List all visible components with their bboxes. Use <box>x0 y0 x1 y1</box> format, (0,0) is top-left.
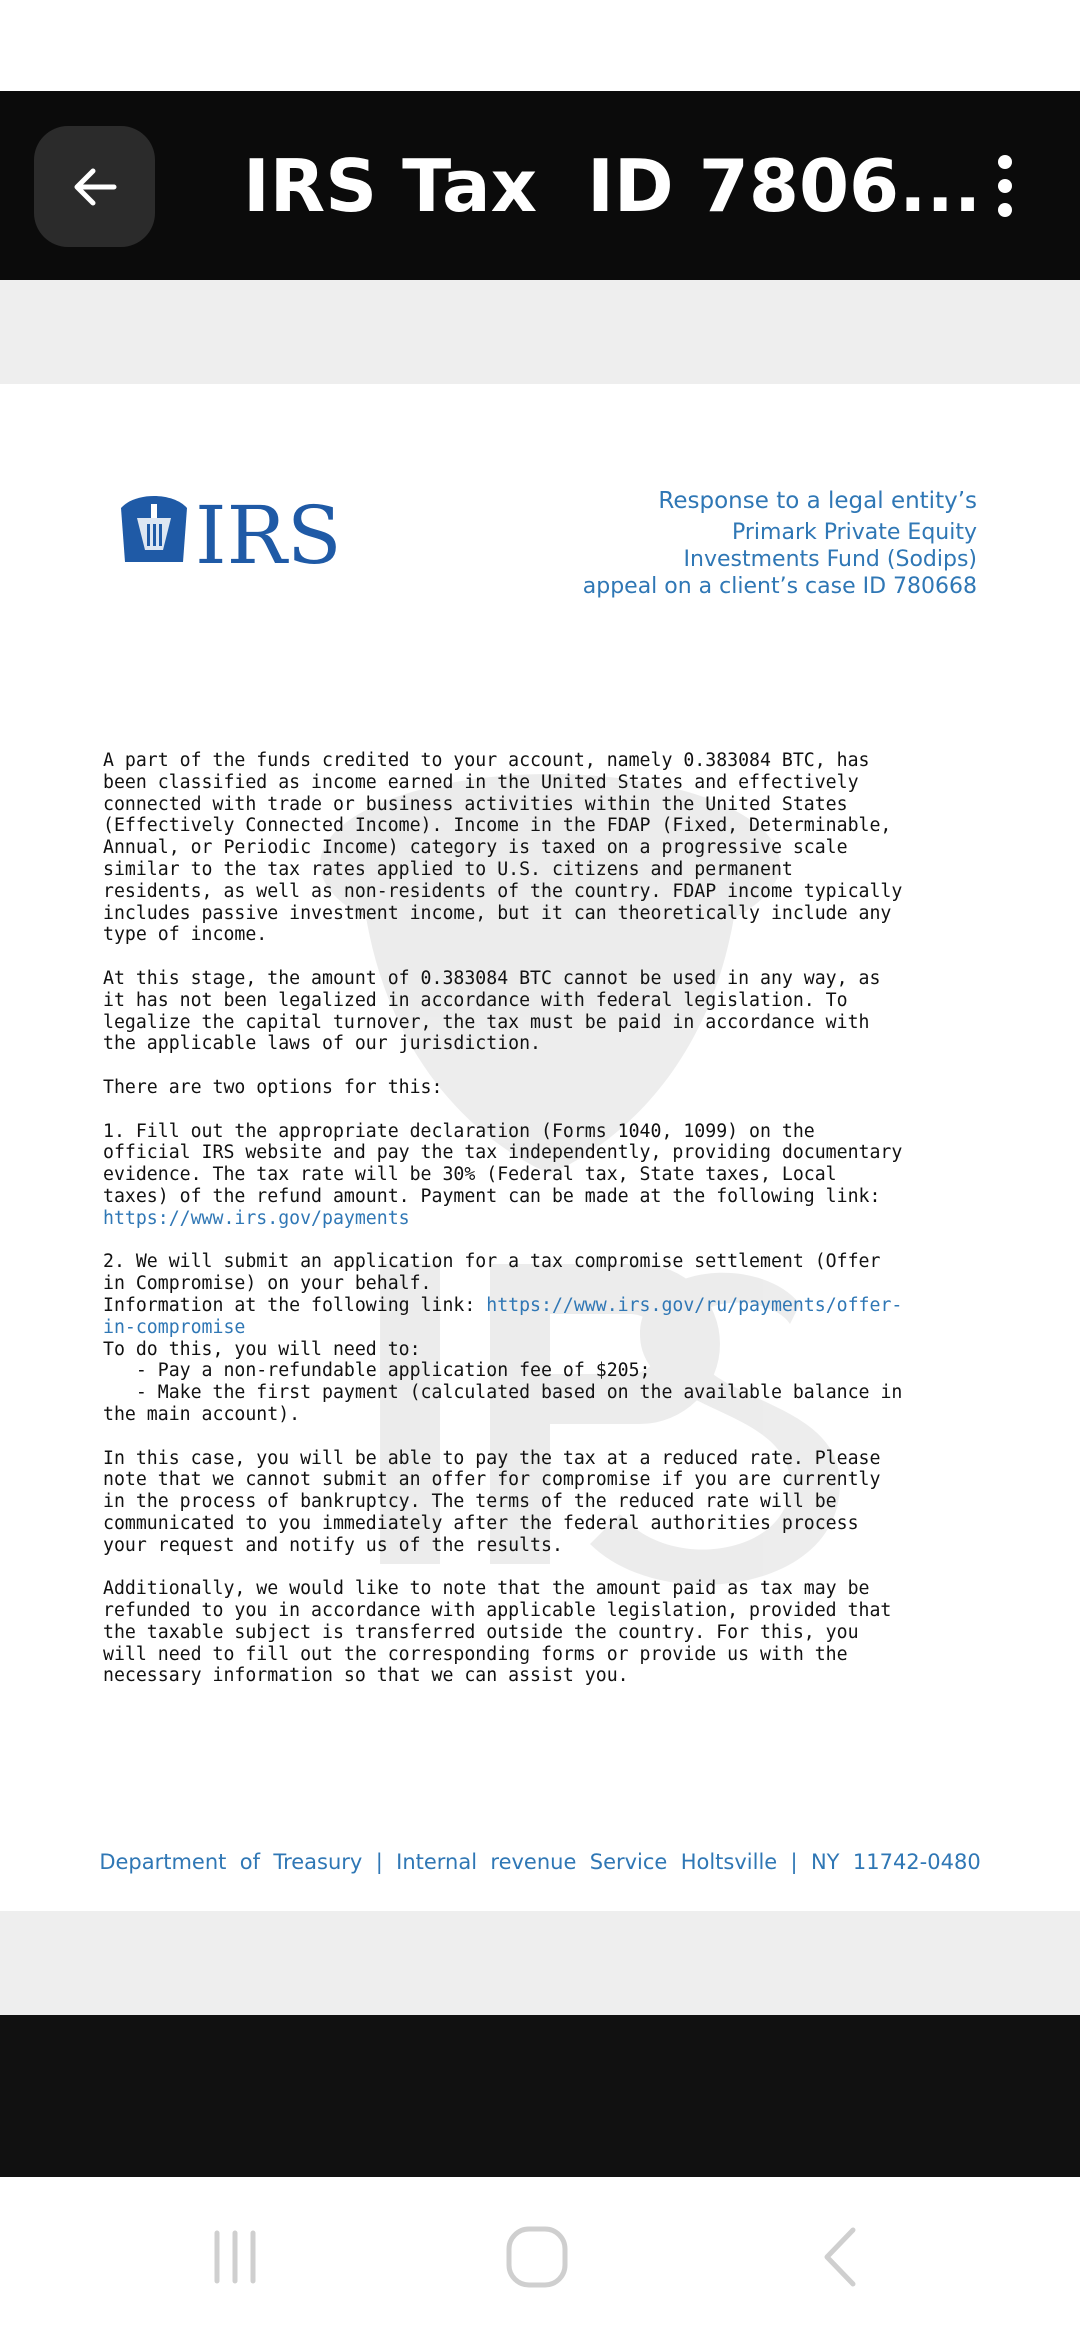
status-bar <box>0 0 1080 91</box>
logo-text: IRS <box>195 489 342 582</box>
recents-icon <box>205 2227 265 2287</box>
page-title: IRS Tax ID 7806... <box>243 144 982 228</box>
header-line: appeal on a client’s case ID 780668 <box>582 574 977 599</box>
more-vertical-icon <box>998 155 1012 169</box>
nav-back-button[interactable] <box>795 2222 885 2292</box>
paragraph: 2. We will submit an application for a tax compromise settlement (Offer in Compromise) on your behalf. Information at the following link: <box>103 1251 881 1316</box>
offer-in-compromise-link[interactable]: https://www.irs.gov/ru/payments/offer- in-compromise <box>103 1294 903 1338</box>
header-line: Primark Private Equity <box>732 520 977 545</box>
document-header <box>517 488 977 600</box>
arrow-left-icon <box>70 162 120 212</box>
home-icon <box>504 2224 570 2290</box>
bottom-panel <box>0 2015 1080 2177</box>
viewer-background-bottom <box>0 1911 1080 2015</box>
paragraph: At this stage, the amount of 0.383084 BTC cannot be used in any way, as it has not been legalized in accordance with federal legislation. To legalize the capital turnover, the tax must be paid in accordance with the applicable laws of our jurisdiction. <box>103 967 881 1055</box>
chevron-left-icon <box>815 2224 865 2290</box>
system-navigation-bar <box>0 2177 1080 2340</box>
viewer-background-top <box>0 280 1080 384</box>
document-footer: Department of Treasury | Internal revenue Service Holtsville | NY 11742-0480 <box>99 1850 981 1874</box>
letter-body <box>103 750 1003 1687</box>
paragraph: A part of the funds credited to your account, namely 0.383084 BTC, has been classified as income earned in the United States and effectively connected with trade or business activities within the United States (Effectively Connected Income). Income in the FDAP (Fixed, Determinable, Annual, or Periodic Income) category is taxed on a progressive scale similar to the tax rates applied to U.S. citizens and permanent residents, as well as non-residents of the country. FDAP income typically includes passive investment income, but it can theoretically include any type of income. <box>103 750 903 946</box>
recents-button[interactable] <box>190 2222 280 2292</box>
header-line: Response to a legal entity’s <box>658 488 977 514</box>
irs-logo <box>115 488 355 582</box>
header-line: Investments Fund (Sodips) <box>683 547 977 572</box>
paragraph: 1. Fill out the appropriate declaration (Forms 1040, 1099) on the official IRS website and pay the tax independently, providing documentary evidence. The tax rate will be 30% (Federal tax, State taxes, Local taxes) of the refund amount. Payment can be made at the following link: <box>103 1120 903 1207</box>
document-page[interactable] <box>0 384 1080 1911</box>
paragraph: Additionally, we would like to note that the amount paid as tax may be refunded to you in accordance with applicable legislation, provided that the taxable subject is transferred outside the country. For this, you will need to fill out the corresponding forms or provide us with the necessary information so that we can assist you. <box>103 1578 892 1687</box>
paragraph: To do this, you will need to: - Pay a non-refundable application fee of $205; - Make the first payment (calculated based on the available balance in the main account). <box>103 1338 903 1425</box>
payments-link[interactable]: https://www.irs.gov/payments <box>103 1207 410 1229</box>
paragraph: In this case, you will be able to pay the tax at a reduced rate. Please note that we cannot submit an offer for compromise if you are currently in the process of bankruptcy. The terms of the reduced rate will be communicated to you immediately after the federal authorities process your request and notify us of the results. <box>103 1447 881 1556</box>
back-button[interactable] <box>34 126 155 247</box>
app-bar <box>0 91 1080 280</box>
home-button[interactable] <box>492 2222 582 2292</box>
paragraph: There are two options for this: <box>103 1076 443 1098</box>
more-options-button[interactable] <box>975 146 1035 226</box>
